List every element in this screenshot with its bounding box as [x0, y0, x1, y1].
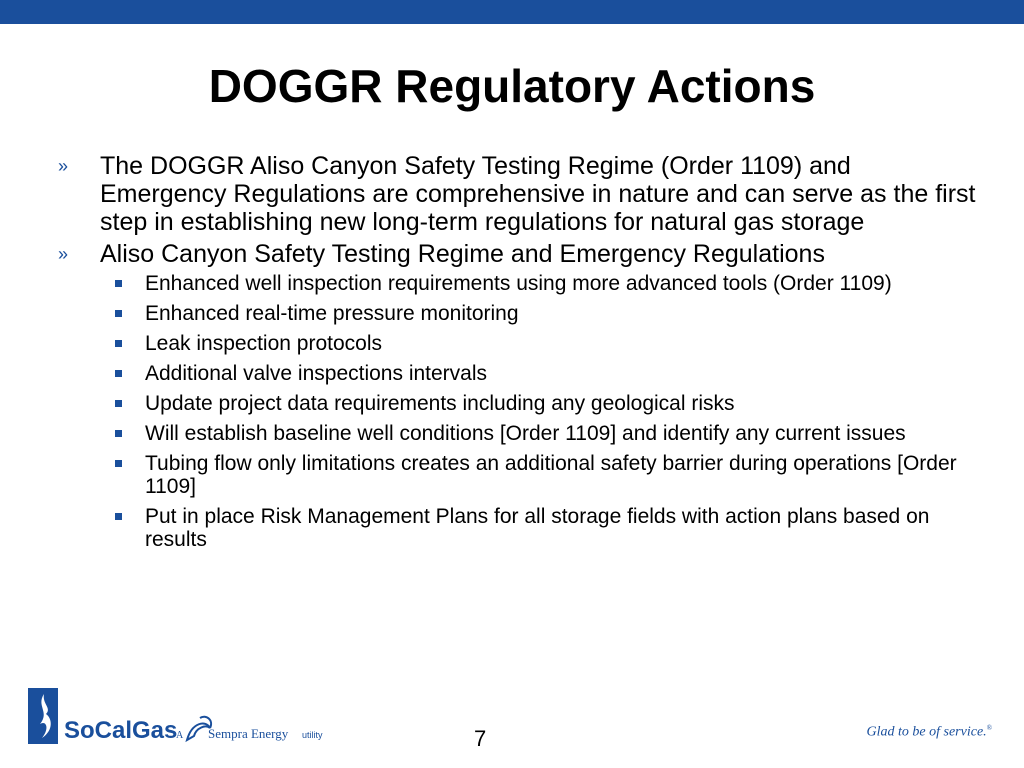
socalgas-wordmark: SoCalGas — [64, 717, 178, 744]
utility-suffix: utility — [302, 730, 323, 740]
square-bullet-icon — [115, 460, 122, 467]
top-banner — [0, 0, 1024, 24]
sub-bullet-text: Put in place Risk Management Plans for all storage fields with action plans based on results — [145, 505, 930, 551]
sub-bullet-item — [58, 452, 978, 498]
sub-bullet-item — [58, 272, 978, 295]
utility-prefix: A — [176, 730, 184, 741]
sub-bullet-list — [58, 272, 978, 551]
square-bullet-icon — [115, 513, 122, 520]
bullet-item — [58, 152, 978, 236]
tagline-text: Glad to be of service. — [866, 724, 987, 740]
sub-bullet-text: Will establish baseline well conditions [Order 1109] and identify any current issues — [145, 422, 906, 445]
registered-mark: ® — [986, 724, 992, 732]
sub-bullet-item — [58, 422, 978, 445]
bullet-item — [58, 240, 978, 268]
sub-bullet-item — [58, 332, 978, 355]
square-bullet-icon — [115, 400, 122, 407]
chevron-bullet-icon: » — [58, 156, 69, 176]
square-bullet-icon — [115, 310, 122, 317]
sempra-energy-label: Sempra Energy — [208, 726, 289, 741]
sub-bullet-text: Additional valve inspections intervals — [145, 362, 488, 385]
square-bullet-icon — [115, 280, 122, 287]
sub-bullet-item — [58, 505, 978, 551]
sub-bullet-item — [58, 302, 978, 325]
sub-bullet-text: Enhanced real-time pressure monitoring — [145, 302, 519, 325]
chevron-bullet-icon: » — [58, 244, 69, 264]
square-bullet-icon — [115, 430, 122, 437]
square-bullet-icon — [115, 370, 122, 377]
sub-bullet-text: Update project data requirements including any geological risks — [145, 392, 735, 415]
sub-bullet-item — [58, 362, 978, 385]
bullet-text: Aliso Canyon Safety Testing Regime and Emergency Regulations — [100, 240, 825, 268]
tagline — [867, 724, 992, 741]
slide-content — [58, 152, 978, 558]
sub-bullet-text: Tubing flow only limitations creates an additional safety barrier during operations [Order 1109] — [145, 452, 957, 498]
socalgas-logo — [28, 688, 358, 744]
slide-title: DOGGR Regulatory Actions — [208, 60, 816, 112]
sub-bullet-text: Enhanced well inspection requirements using more advanced tools (Order 1109) — [145, 272, 892, 295]
sub-bullet-item — [58, 392, 978, 415]
page-number: 7 — [474, 726, 487, 751]
sub-bullet-text: Leak inspection protocols — [145, 332, 382, 355]
bullet-text: The DOGGR Aliso Canyon Safety Testing Regime (Order 1109) and Emergency Regulations are comprehensive in nature and can serve as the first step in establishing new long-term regulations for natural gas storage — [100, 152, 976, 236]
square-bullet-icon — [115, 340, 122, 347]
